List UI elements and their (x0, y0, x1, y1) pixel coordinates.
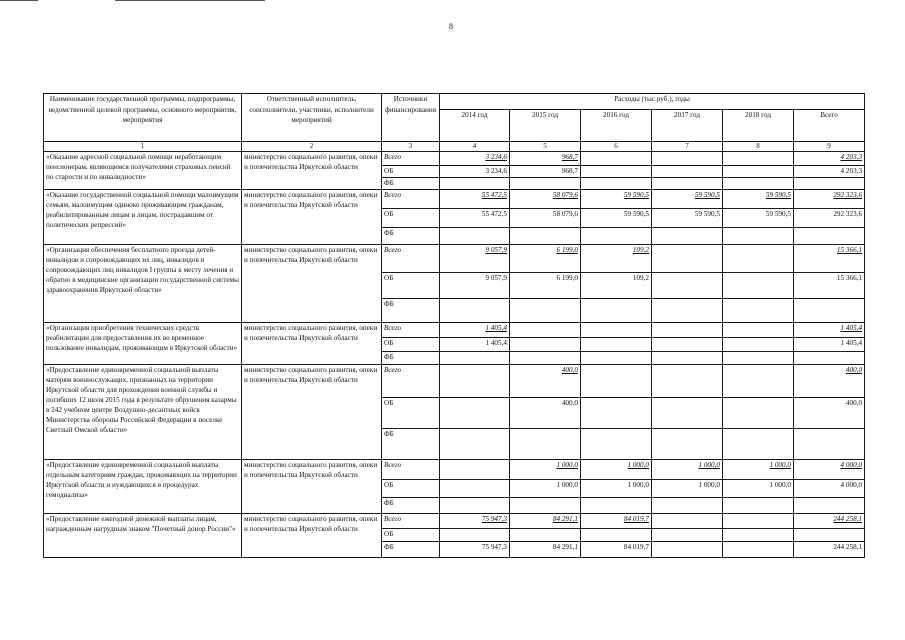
amount-cell (581, 338, 652, 352)
amount-cell (581, 152, 652, 166)
amount-cell (723, 365, 794, 398)
funding-source: ОБ (382, 166, 440, 178)
budget-table-body (44, 152, 865, 558)
amount-cell: 15 366,1 (794, 273, 865, 299)
amount-cell (510, 228, 581, 245)
amount-cell (652, 323, 723, 338)
amount-cell (510, 429, 581, 460)
amount-cell: 58 079,6 (510, 190, 581, 209)
header-year: 2015 год (510, 110, 581, 142)
header-source: Источники финансирования (382, 94, 440, 142)
amount-cell: 1 405,4 (794, 338, 865, 352)
table-row (44, 460, 865, 480)
amount-cell (440, 498, 510, 514)
amount-cell: 84 291,1 (510, 514, 581, 529)
funding-source: Всего (382, 152, 440, 166)
amount-cell (510, 178, 581, 190)
amount-cell: 84 019,7 (581, 542, 652, 558)
table-row (44, 514, 865, 529)
amount-cell (652, 398, 723, 429)
amount-cell (652, 352, 723, 365)
amount-cell: 6 199,0 (510, 273, 581, 299)
amount-cell (510, 299, 581, 323)
amount-cell (510, 529, 581, 542)
amount-cell: 9 057,9 (440, 245, 510, 273)
amount-cell (794, 529, 865, 542)
program-name: «Оказание адресной социальной помощи неработающим пенсионерам, являющимся получателями страховых пенсий по старости и по инвалидности» (44, 152, 242, 190)
responsible-executor: министерство социального развития, опеки и попечительства Иркутской области (242, 190, 382, 245)
amount-cell: 6 199,0 (510, 245, 581, 273)
amount-cell (510, 323, 581, 338)
amount-cell (440, 178, 510, 190)
amount-cell (723, 429, 794, 460)
program-name: «Предоставление единовременной социальной выплаты отдельным категориям граждан, проживающих на территории Иркутской области и нуждающихся в процедурах гемодиализа» (44, 460, 242, 514)
table-row (44, 190, 865, 209)
amount-cell (652, 498, 723, 514)
amount-cell (581, 365, 652, 398)
amount-cell (794, 299, 865, 323)
amount-cell (723, 338, 794, 352)
amount-cell (440, 460, 510, 480)
amount-cell: 15 366,1 (794, 245, 865, 273)
amount-cell: 3 234,6 (440, 166, 510, 178)
table-row (44, 152, 865, 166)
header-responsible: Ответственный исполнитель, соисполнители, участники, исполнители мероприятий (242, 94, 382, 142)
amount-cell: 59 590,5 (581, 209, 652, 228)
amount-cell: 400,0 (794, 365, 865, 398)
amount-cell: 292 323,6 (794, 190, 865, 209)
amount-cell (581, 352, 652, 365)
amount-cell (440, 352, 510, 365)
amount-cell (581, 398, 652, 429)
responsible-executor: министерство социального развития, опеки и попечительства Иркутской области (242, 152, 382, 190)
amount-cell (652, 529, 723, 542)
scan-artifact-line (115, 0, 265, 1)
amount-cell (794, 429, 865, 460)
funding-source: ОБ (382, 529, 440, 542)
amount-cell (794, 228, 865, 245)
amount-cell: 75 947,3 (440, 542, 510, 558)
amount-cell (723, 299, 794, 323)
amount-cell: 400,0 (510, 398, 581, 429)
amount-cell (794, 498, 865, 514)
amount-cell (510, 338, 581, 352)
amount-cell (581, 166, 652, 178)
amount-cell: 1 405,4 (794, 323, 865, 338)
amount-cell (652, 299, 723, 323)
funding-source: ФБ (382, 299, 440, 323)
amount-cell (652, 178, 723, 190)
amount-cell: 9 057,9 (440, 273, 510, 299)
column-number: 7 (652, 142, 723, 152)
header-total: Всего (794, 110, 865, 142)
amount-cell (440, 480, 510, 498)
responsible-executor: министерство социального развития, опеки и попечительства Иркутской области (242, 245, 382, 323)
header-year: 2018 год (723, 110, 794, 142)
amount-cell (723, 228, 794, 245)
amount-cell: 1 000,0 (510, 460, 581, 480)
funding-source: ФБ (382, 542, 440, 558)
column-number: 4 (440, 142, 510, 152)
amount-cell: 1 000,0 (652, 460, 723, 480)
amount-cell (581, 429, 652, 460)
amount-cell (723, 323, 794, 338)
amount-cell (652, 152, 723, 166)
amount-cell (723, 352, 794, 365)
amount-cell: 55 472,5 (440, 209, 510, 228)
table-row (44, 323, 865, 338)
funding-source: Всего (382, 365, 440, 398)
amount-cell: 244 258,1 (794, 514, 865, 529)
header-year: 2014 год (440, 110, 510, 142)
program-name: «Предоставление единовременной социальной выплаты матерям военнослужащих, признанных на территории Иркутской области для прохождения военной службы и погибших 12 июля 2015 года в результате обрушения казармы в 242 учебном центре Воздушно-десантных войск Министерства обороны Российской Федерации в поселке Светлый Омской области» (44, 365, 242, 460)
table-row (44, 365, 865, 398)
funding-source: Всего (382, 514, 440, 529)
header-year: 2017 год (652, 110, 723, 142)
column-number: 9 (794, 142, 865, 152)
amount-cell (652, 228, 723, 245)
amount-cell: 109,2 (581, 245, 652, 273)
amount-cell (652, 514, 723, 529)
amount-cell (581, 299, 652, 323)
amount-cell (723, 498, 794, 514)
table-row (44, 245, 865, 273)
amount-cell (723, 273, 794, 299)
amount-cell (440, 365, 510, 398)
responsible-executor: министерство социального развития, опеки и попечительства Иркутской области (242, 365, 382, 460)
funding-source: Всего (382, 460, 440, 480)
amount-cell (723, 398, 794, 429)
amount-cell: 292 323,6 (794, 209, 865, 228)
funding-source: ОБ (382, 338, 440, 352)
header-name: Наименование государственной программы, подпрограммы, ведомственной целевой программы, основного мероприятия, мероприятия (44, 94, 242, 142)
responsible-executor: министерство социального развития, опеки и попечительства Иркутской области (242, 514, 382, 558)
amount-cell: 55 472,5 (440, 190, 510, 209)
amount-cell (581, 228, 652, 245)
funding-source: Всего (382, 245, 440, 273)
amount-cell: 4 000,0 (794, 480, 865, 498)
amount-cell: 4 203,3 (794, 152, 865, 166)
amount-cell: 4 203,3 (794, 166, 865, 178)
amount-cell (440, 228, 510, 245)
amount-cell: 59 590,5 (723, 209, 794, 228)
amount-cell (723, 178, 794, 190)
amount-cell (652, 338, 723, 352)
responsible-executor: министерство социального развития, опеки и попечительства Иркутской области (242, 460, 382, 514)
amount-cell: 84 291,1 (510, 542, 581, 558)
funding-source: Всего (382, 190, 440, 209)
amount-cell (652, 542, 723, 558)
amount-cell (652, 273, 723, 299)
page-number: 8 (449, 22, 453, 31)
column-number: 1 (44, 142, 242, 152)
amount-cell (723, 542, 794, 558)
program-name: «Оказание государственной социальной помощи малоимущим семьям, малоимущим одиноко проживающим гражданам, реабилитированным лицам и лицам, пострадавшим от политических репрессий» (44, 190, 242, 245)
amount-cell: 400,0 (510, 365, 581, 398)
amount-cell (440, 398, 510, 429)
amount-cell: 1 000,0 (652, 480, 723, 498)
amount-cell (440, 529, 510, 542)
amount-cell: 968,7 (510, 152, 581, 166)
amount-cell: 59 590,5 (581, 190, 652, 209)
scan-artifact-line (0, 0, 38, 1)
amount-cell: 1 000,0 (723, 480, 794, 498)
amount-cell (510, 498, 581, 514)
funding-source: ОБ (382, 209, 440, 228)
funding-source: ОБ (382, 273, 440, 299)
column-number: 2 (242, 142, 382, 152)
column-number: 5 (510, 142, 581, 152)
funding-source: ФБ (382, 178, 440, 190)
header-year: 2016 год (581, 110, 652, 142)
amount-cell (652, 429, 723, 460)
amount-cell (794, 352, 865, 365)
budget-table (43, 93, 865, 558)
amount-cell (581, 323, 652, 338)
funding-source: ОБ (382, 480, 440, 498)
amount-cell: 1 000,0 (723, 460, 794, 480)
amount-cell: 84 019,7 (581, 514, 652, 529)
amount-cell: 244 258,1 (794, 542, 865, 558)
amount-cell (510, 352, 581, 365)
amount-cell: 59 590,5 (723, 190, 794, 209)
funding-source: ФБ (382, 352, 440, 365)
amount-cell: 109,2 (581, 273, 652, 299)
responsible-executor: министерство социального развития, опеки и попечительства Иркутской области (242, 323, 382, 365)
amount-cell: 1 405,4 (440, 338, 510, 352)
funding-source: Всего (382, 323, 440, 338)
column-number: 6 (581, 142, 652, 152)
amount-cell: 58 079,6 (510, 209, 581, 228)
column-number: 8 (723, 142, 794, 152)
amount-cell (581, 498, 652, 514)
amount-cell (723, 529, 794, 542)
amount-cell: 3 234,6 (440, 152, 510, 166)
amount-cell: 968,7 (510, 166, 581, 178)
amount-cell: 59 590,5 (652, 209, 723, 228)
program-name: «Предоставление ежегодной денежной выплаты лицам, награжденным нагрудным знаком "Почетный донор России"» (44, 514, 242, 558)
amount-cell: 59 590,5 (652, 190, 723, 209)
amount-cell (581, 529, 652, 542)
column-number: 3 (382, 142, 440, 152)
amount-cell (581, 178, 652, 190)
amount-cell: 1 000,0 (581, 480, 652, 498)
amount-cell: 400,0 (794, 398, 865, 429)
program-name: «Организация приобретения технических средств реабилитации для предоставления их во временное пользование инвалидам, проживающим в Иркутской области» (44, 323, 242, 365)
funding-source: ФБ (382, 228, 440, 245)
amount-cell (440, 429, 510, 460)
header-expenses: Расходы (тыс.руб.), годы (440, 94, 865, 110)
amount-cell (652, 245, 723, 273)
amount-cell: 1 000,0 (510, 480, 581, 498)
funding-source: ОБ (382, 398, 440, 429)
program-name: «Организация обеспечения бесплатного проезда детей-инвалидов и сопровождающих их лиц, инвалидов и сопровождающих лиц инвалидов I группы к месту лечения и обратно в медицинские организации государственной системы здравоохранения Иркутской области» (44, 245, 242, 323)
amount-cell (794, 178, 865, 190)
amount-cell (652, 365, 723, 398)
amount-cell: 4 000,0 (794, 460, 865, 480)
amount-cell (652, 166, 723, 178)
funding-source: ФБ (382, 429, 440, 460)
funding-source: ФБ (382, 498, 440, 514)
amount-cell (723, 152, 794, 166)
amount-cell (723, 514, 794, 529)
amount-cell: 75 947,3 (440, 514, 510, 529)
amount-cell (723, 245, 794, 273)
amount-cell: 1 405,4 (440, 323, 510, 338)
amount-cell (440, 299, 510, 323)
amount-cell: 1 000,0 (581, 460, 652, 480)
amount-cell (723, 166, 794, 178)
